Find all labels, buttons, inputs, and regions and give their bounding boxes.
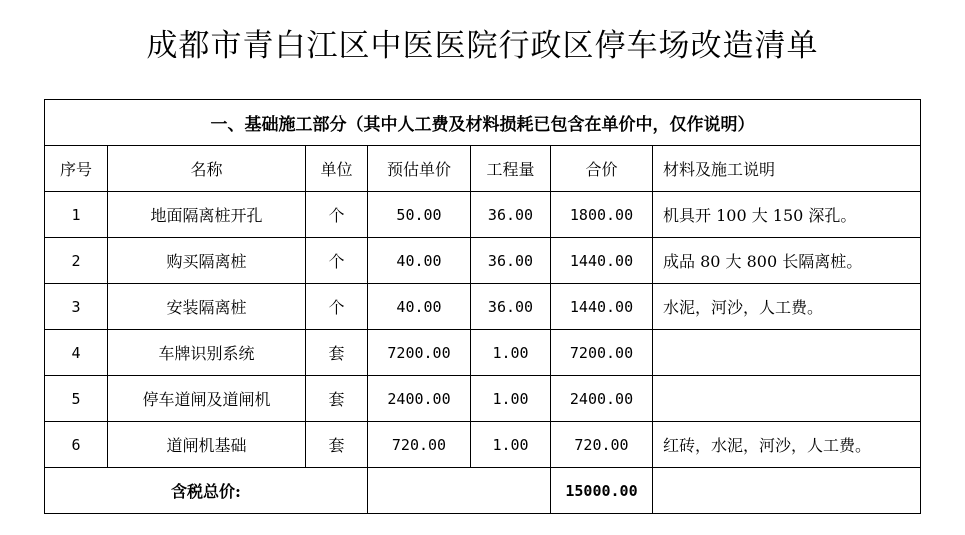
row-unit: 个: [306, 192, 368, 238]
total-row: [45, 468, 921, 514]
bill-of-quantities-table: [44, 99, 921, 514]
row-unit-price: 7200.00: [368, 330, 471, 376]
row-name: 购买隔离桩: [108, 238, 306, 284]
row-quantity: 36.00: [471, 284, 551, 330]
row-unit-price: 2400.00: [368, 376, 471, 422]
row-note: 水泥，河沙，人工费。: [653, 284, 921, 330]
row-note: 红砖，水泥，河沙，人工费。: [653, 422, 921, 468]
row-unit: 套: [306, 376, 368, 422]
row-unit-price: 40.00: [368, 238, 471, 284]
row-unit-price: 720.00: [368, 422, 471, 468]
total-empty-cell: [368, 468, 551, 514]
header-unit: 单位: [306, 146, 368, 192]
row-total: 2400.00: [551, 376, 653, 422]
row-quantity: 1.00: [471, 376, 551, 422]
row-total: 1440.00: [551, 284, 653, 330]
row-name: 停车道闸及道闸机: [108, 376, 306, 422]
row-note: 机具开 100 大 150 深孔。: [653, 192, 921, 238]
row-quantity: 1.00: [471, 330, 551, 376]
row-name: 道闸机基础: [108, 422, 306, 468]
document-title: 成都市青白江区中医医院行政区停车场改造清单: [146, 28, 819, 64]
section-title: 一、基础施工部分（其中人工费及材料损耗已包含在单价中，仅作说明）: [45, 100, 921, 146]
table-row: [45, 192, 921, 238]
total-note-empty-cell: [653, 468, 921, 514]
column-header-row: [45, 146, 921, 192]
row-index: 3: [45, 284, 108, 330]
total-label: 含税总价:: [45, 468, 368, 514]
row-unit-price: 40.00: [368, 284, 471, 330]
header-name: 名称: [108, 146, 306, 192]
header-quantity: 工程量: [471, 146, 551, 192]
row-index: 4: [45, 330, 108, 376]
row-note: 成品 80 大 800 长隔离桩。: [653, 238, 921, 284]
row-name: 车牌识别系统: [108, 330, 306, 376]
row-note: [653, 376, 921, 422]
total-value: 15000.00: [551, 468, 653, 514]
table-row: [45, 422, 921, 468]
row-name: 安装隔离桩: [108, 284, 306, 330]
header-index: 序号: [45, 146, 108, 192]
header-note: 材料及施工说明: [653, 146, 921, 192]
row-index: 1: [45, 192, 108, 238]
row-unit-price: 50.00: [368, 192, 471, 238]
row-quantity: 1.00: [471, 422, 551, 468]
row-quantity: 36.00: [471, 238, 551, 284]
row-unit: 套: [306, 422, 368, 468]
table-row: [45, 238, 921, 284]
row-unit: 个: [306, 284, 368, 330]
row-note: [653, 330, 921, 376]
table-row: [45, 284, 921, 330]
section-header-row: [45, 100, 921, 146]
row-unit: 套: [306, 330, 368, 376]
row-index: 6: [45, 422, 108, 468]
header-total: 合价: [551, 146, 653, 192]
row-total: 1800.00: [551, 192, 653, 238]
row-index: 2: [45, 238, 108, 284]
table-row: [45, 376, 921, 422]
row-unit: 个: [306, 238, 368, 284]
row-index: 5: [45, 376, 108, 422]
header-unit-price: 预估单价: [368, 146, 471, 192]
table-row: [45, 330, 921, 376]
row-total: 7200.00: [551, 330, 653, 376]
row-quantity: 36.00: [471, 192, 551, 238]
row-total: 1440.00: [551, 238, 653, 284]
row-name: 地面隔离桩开孔: [108, 192, 306, 238]
row-total: 720.00: [551, 422, 653, 468]
